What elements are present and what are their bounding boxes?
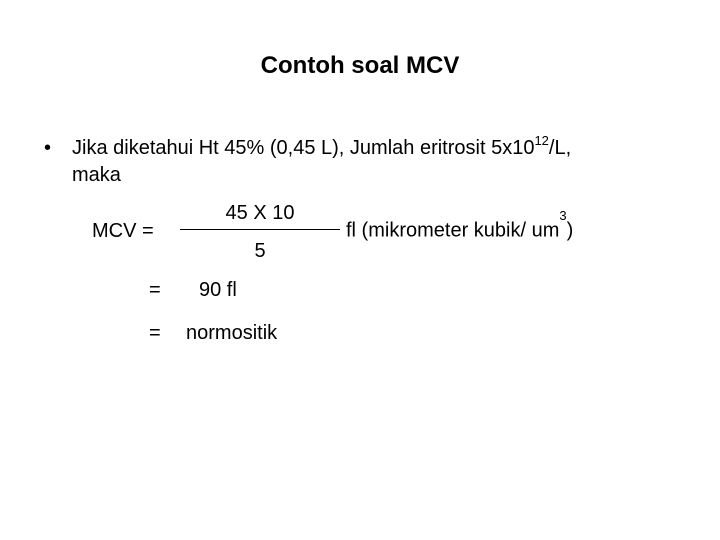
bullet-line-1-tail: /L,: [548, 137, 572, 159]
step-1-equals: =: [149, 279, 161, 301]
step-1-value: 90 fl: [199, 279, 237, 301]
step-2-equals: =: [149, 322, 161, 344]
step-2-value: normositik: [186, 322, 278, 344]
exponent-superscript: 12: [534, 133, 549, 148]
fraction-numerator: 45 X 10: [225, 202, 295, 224]
unit-note-text: fl (mikrometer kubik/ um: [346, 219, 560, 242]
fraction-denominator: 5: [254, 240, 266, 262]
unit-note: [346, 208, 574, 245]
bullet-line-2: maka: [72, 164, 121, 186]
unit-superscript: 3: [559, 208, 567, 223]
bullet-marker: •: [44, 137, 52, 159]
bullet-line-1-text: Jika diketahui Ht 45% (0,45 L), Jumlah eritrosit 5x10: [72, 137, 535, 159]
unit-note-tail: ): [566, 219, 574, 242]
fraction-bar: [180, 229, 340, 230]
formula-label: MCV =: [92, 220, 154, 242]
bullet-line-1: [72, 134, 571, 164]
slide-title: Contoh soal MCV: [260, 52, 460, 79]
